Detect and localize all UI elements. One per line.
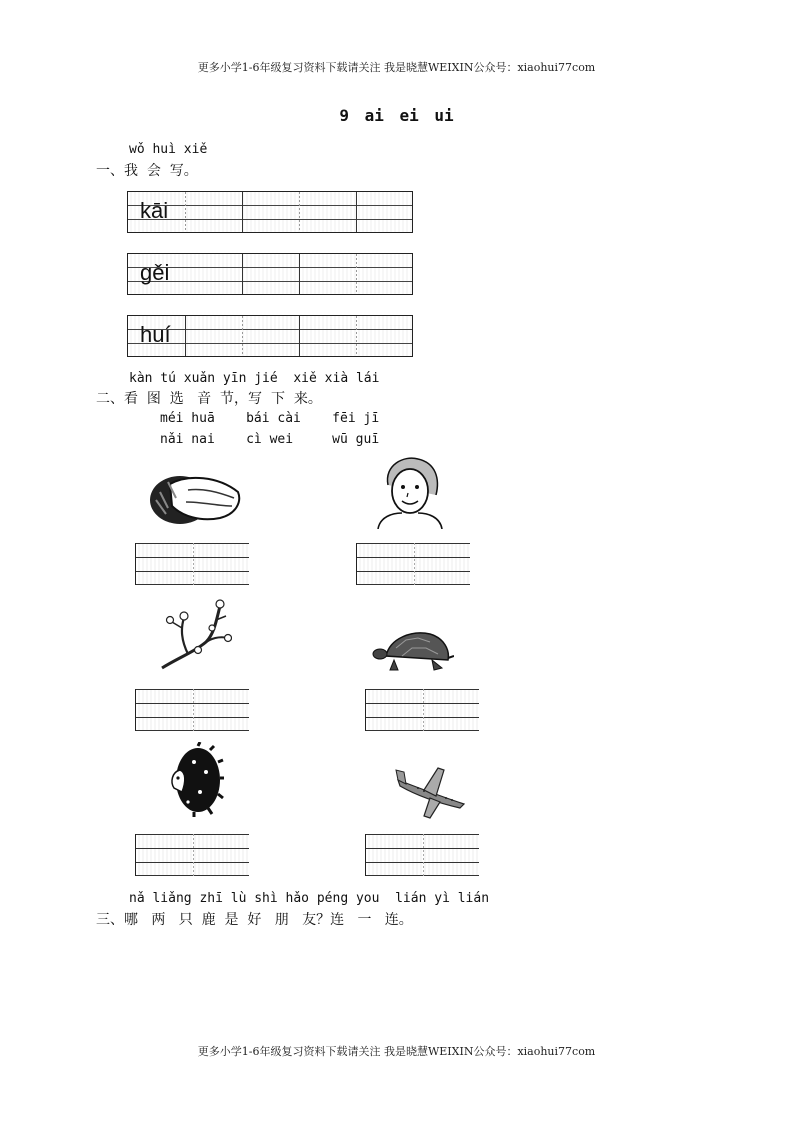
cabbage-icon xyxy=(148,470,244,530)
grid-divider xyxy=(356,316,357,356)
grid-divider xyxy=(242,192,243,232)
section1-label: 一、我 会 写。 xyxy=(96,163,198,179)
airplane-icon xyxy=(394,760,468,820)
grid-divider xyxy=(193,834,194,876)
answer-grid-plum[interactable] xyxy=(135,689,249,731)
hedgehog-icon xyxy=(164,742,224,818)
section1-pinyin: wǒ huì xiě xyxy=(129,142,208,157)
footer-note: 更多小学1-6年级复习资料下载请关注 我是晓慧WEIXIN公众号：xiaohui77com xyxy=(197,1045,596,1058)
grid-divider xyxy=(423,834,424,876)
writing-grid-gei[interactable] xyxy=(127,253,413,295)
answer-grid-airplane[interactable] xyxy=(365,834,479,876)
section3-label: 三、哪 两 只 鹿 是 好 朋 友？连 一 连。 xyxy=(96,912,413,928)
grid-divider xyxy=(299,192,300,232)
grid-divider xyxy=(414,543,415,585)
grid-divider xyxy=(423,689,424,731)
plum-blossom-icon xyxy=(158,598,232,674)
grid-divider xyxy=(299,254,300,294)
grid-word-hui: huí xyxy=(140,322,171,347)
grid-divider xyxy=(242,316,243,356)
section2-label: 二、看 图 选 音 节，写 下 来。 xyxy=(96,391,322,407)
grandma-icon xyxy=(374,455,446,529)
options-row1: méi huā bái cài fēi jī xyxy=(160,411,380,426)
grid-divider xyxy=(185,192,186,232)
options-row2: nǎi nai cì wei wū guī xyxy=(160,432,380,447)
grid-divider xyxy=(242,254,243,294)
grid-divider xyxy=(185,316,186,356)
turtle-icon xyxy=(372,626,454,674)
answer-grid-grandma[interactable] xyxy=(356,543,470,585)
writing-grid-hui[interactable] xyxy=(127,315,413,357)
answer-grid-turtle[interactable] xyxy=(365,689,479,731)
answer-grid-hedgehog[interactable] xyxy=(135,834,249,876)
grid-word-kai: kāi xyxy=(140,198,169,223)
grid-word-gei: gěi xyxy=(140,260,170,285)
grid-divider xyxy=(193,543,194,585)
grid-divider xyxy=(356,192,357,232)
answer-grid-cabbage[interactable] xyxy=(135,543,249,585)
section2-pinyin: kàn tú xuǎn yīn jié xiě xià lái xyxy=(129,371,380,386)
header-note: 更多小学1-6年级复习资料下载请关注 我是晓慧WEIXIN公众号：xiaohui77com xyxy=(197,61,596,74)
grid-divider xyxy=(193,689,194,731)
writing-grid-kai[interactable] xyxy=(127,191,413,233)
section3-pinyin: nǎ liǎng zhī lù shì hǎo péng you lián yì lián xyxy=(129,891,490,906)
grid-divider xyxy=(299,316,300,356)
lesson-title: 9 ai ei ui xyxy=(339,106,454,125)
grid-divider xyxy=(356,254,357,294)
